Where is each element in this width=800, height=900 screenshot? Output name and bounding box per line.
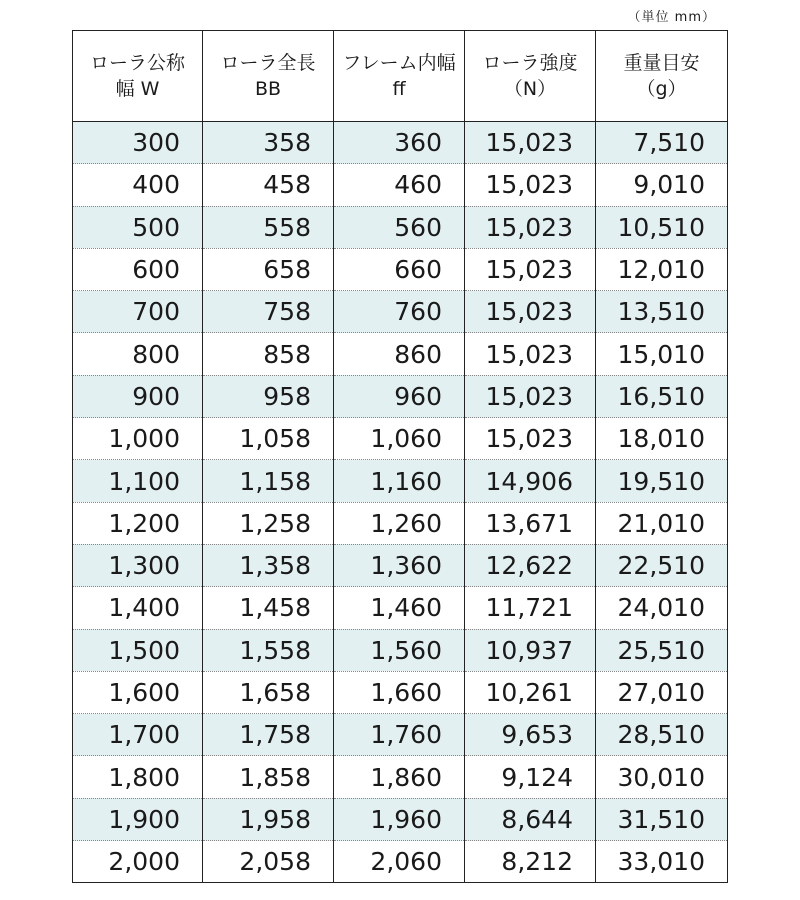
table-row [73,756,728,798]
table-row [73,460,728,502]
cell-frame-inner-width: 1,060 [334,418,465,460]
cell-weight-estimate: 21,010 [596,502,728,544]
cell-nominal-width: 300 [73,122,203,164]
header-label-line1: フレーム内幅 [342,52,456,74]
cell-weight-estimate: 7,510 [596,122,728,164]
cell-weight-estimate: 19,510 [596,460,728,502]
cell-weight-estimate: 31,510 [596,798,728,840]
table-row [73,714,728,756]
cell-nominal-width: 1,000 [73,418,203,460]
roller-spec-table [72,30,728,883]
cell-nominal-width: 500 [73,206,203,248]
cell-roller-strength: 15,023 [465,291,596,333]
header-label-line2: BB [254,78,282,100]
cell-roller-strength: 13,671 [465,502,596,544]
cell-frame-inner-width: 460 [334,164,465,206]
cell-total-length: 958 [203,375,334,417]
table-row [73,798,728,840]
cell-roller-strength: 15,023 [465,375,596,417]
cell-roller-strength: 10,937 [465,629,596,671]
table-row [73,206,728,248]
cell-frame-inner-width: 760 [334,291,465,333]
cell-weight-estimate: 15,010 [596,333,728,375]
cell-total-length: 1,658 [203,671,334,713]
header-label-line1: ローラ公称 [89,52,185,74]
cell-weight-estimate: 33,010 [596,841,728,883]
table-row [73,841,728,883]
header-label-line1: ローラ全長 [220,52,316,74]
cell-total-length: 1,958 [203,798,334,840]
table-row [73,375,728,417]
cell-roller-strength: 8,212 [465,841,596,883]
table-row [73,544,728,586]
cell-roller-strength: 9,653 [465,714,596,756]
cell-frame-inner-width: 1,760 [334,714,465,756]
table-row [73,164,728,206]
header-roller-strength [465,31,596,122]
cell-roller-strength: 15,023 [465,418,596,460]
header-frame-inner-width [334,31,465,122]
cell-frame-inner-width: 1,260 [334,502,465,544]
cell-total-length: 1,558 [203,629,334,671]
cell-frame-inner-width: 660 [334,248,465,290]
header-label-line2: （N） [503,78,557,100]
cell-weight-estimate: 18,010 [596,418,728,460]
cell-frame-inner-width: 1,160 [334,460,465,502]
cell-roller-strength: 15,023 [465,248,596,290]
cell-roller-strength: 12,622 [465,544,596,586]
cell-frame-inner-width: 1,960 [334,798,465,840]
cell-frame-inner-width: 960 [334,375,465,417]
cell-weight-estimate: 24,010 [596,587,728,629]
cell-weight-estimate: 16,510 [596,375,728,417]
header-label-line2: ff [392,78,406,100]
cell-frame-inner-width: 1,660 [334,671,465,713]
cell-weight-estimate: 13,510 [596,291,728,333]
cell-frame-inner-width: 1,860 [334,756,465,798]
cell-frame-inner-width: 360 [334,122,465,164]
header-label-line2: 幅 W [115,78,160,100]
cell-nominal-width: 700 [73,291,203,333]
cell-roller-strength: 8,644 [465,798,596,840]
cell-weight-estimate: 30,010 [596,756,728,798]
table-row [73,333,728,375]
cell-weight-estimate: 10,510 [596,206,728,248]
cell-nominal-width: 1,400 [73,587,203,629]
cell-roller-strength: 9,124 [465,756,596,798]
cell-roller-strength: 11,721 [465,587,596,629]
cell-roller-strength: 15,023 [465,333,596,375]
cell-nominal-width: 1,300 [73,544,203,586]
cell-roller-strength: 15,023 [465,122,596,164]
header-label-line1: 重量目安 [623,52,700,74]
cell-total-length: 858 [203,333,334,375]
table-body [73,122,728,883]
cell-total-length: 1,858 [203,756,334,798]
table-row [73,502,728,544]
table-row [73,291,728,333]
cell-nominal-width: 400 [73,164,203,206]
cell-frame-inner-width: 860 [334,333,465,375]
cell-nominal-width: 900 [73,375,203,417]
cell-weight-estimate: 28,510 [596,714,728,756]
cell-nominal-width: 2,000 [73,841,203,883]
cell-total-length: 1,458 [203,587,334,629]
cell-total-length: 558 [203,206,334,248]
cell-weight-estimate: 12,010 [596,248,728,290]
cell-nominal-width: 1,700 [73,714,203,756]
cell-nominal-width: 800 [73,333,203,375]
cell-weight-estimate: 22,510 [596,544,728,586]
header-total-length [203,31,334,122]
cell-total-length: 1,158 [203,460,334,502]
table-header [73,31,728,122]
cell-total-length: 758 [203,291,334,333]
cell-nominal-width: 1,100 [73,460,203,502]
cell-total-length: 1,358 [203,544,334,586]
cell-total-length: 1,758 [203,714,334,756]
cell-total-length: 1,058 [203,418,334,460]
header-label-line2: （g） [636,78,687,100]
cell-roller-strength: 15,023 [465,164,596,206]
cell-nominal-width: 1,200 [73,502,203,544]
header-label-line1: ローラ強度 [482,52,578,74]
cell-weight-estimate: 25,510 [596,629,728,671]
table-row [73,248,728,290]
cell-frame-inner-width: 2,060 [334,841,465,883]
cell-frame-inner-width: 1,360 [334,544,465,586]
cell-roller-strength: 15,023 [465,206,596,248]
table-row [73,122,728,164]
cell-nominal-width: 1,900 [73,798,203,840]
unit-note: （単位 mm） [627,10,716,25]
cell-frame-inner-width: 1,560 [334,629,465,671]
table-row [73,587,728,629]
header-nominal-width [73,31,203,122]
cell-nominal-width: 1,600 [73,671,203,713]
cell-total-length: 2,058 [203,841,334,883]
header-weight-estimate [596,31,728,122]
table-row [73,671,728,713]
cell-total-length: 1,258 [203,502,334,544]
header-row [73,31,728,122]
cell-total-length: 358 [203,122,334,164]
cell-frame-inner-width: 560 [334,206,465,248]
table-row [73,629,728,671]
cell-frame-inner-width: 1,460 [334,587,465,629]
cell-roller-strength: 14,906 [465,460,596,502]
cell-total-length: 458 [203,164,334,206]
cell-nominal-width: 600 [73,248,203,290]
table-row [73,418,728,460]
cell-nominal-width: 1,500 [73,629,203,671]
cell-weight-estimate: 9,010 [596,164,728,206]
cell-nominal-width: 1,800 [73,756,203,798]
cell-total-length: 658 [203,248,334,290]
cell-weight-estimate: 27,010 [596,671,728,713]
cell-roller-strength: 10,261 [465,671,596,713]
